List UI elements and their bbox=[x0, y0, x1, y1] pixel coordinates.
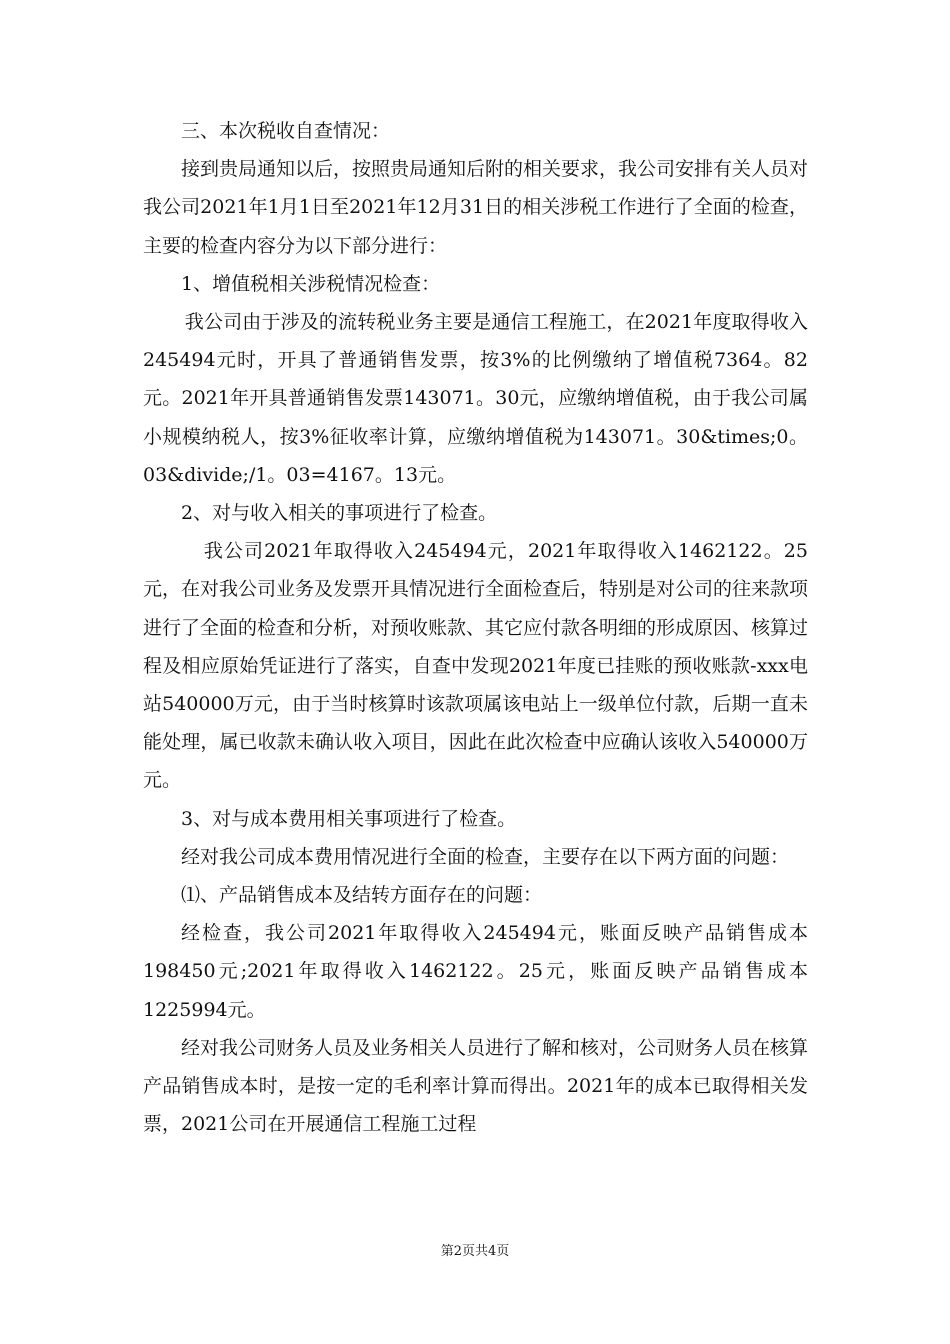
subheading-vat-check: 1、增值税相关涉税情况检查： bbox=[181, 272, 441, 295]
subheading-sales-cost-issues: ⑴、产品销售成本及结转方面存在的问题： bbox=[181, 884, 543, 907]
paragraph-finance-verification: 经对我公司财务人员及业务相关人员进行了解和核对，公司财务人员在核算产品销售成本时，是按一定的毛利率计算而得出。2021年的成本已取得相关发票，2021公司在开展通信工程施工过程 bbox=[143, 1036, 809, 1136]
paragraph-notice-response: 接到贵局通知以后，按照贵局通知后附的相关要求，我公司安排有关人员对我公司2021年1月1日至2021年12月31日的相关涉税工作进行了全面的检查，主要的检查内容分为以下部分进行： bbox=[143, 158, 809, 257]
page-footer bbox=[0, 1240, 950, 1259]
paragraph-income-details: 我公司2021年取得收入245494元，2021年取得收入1462122。25元，在对我公司业务及发票开具情况进行全面检查后，特别是对公司的往来款项进行了全面的检查和分析，对预收账款、其它应付款各明细的形成原因、核算过程及相应原始凭证进行了落实，自查中发现2021年度已挂账的预收账款-xxx电站540000万元，由于当时核算时该款项属该电站上一级单位付款，后期一直未能处理，属已收款未确认收入项目，因此在此次检查中应确认该收入540000万元。 bbox=[143, 540, 809, 792]
paragraph-cost-overview: 经对我公司成本费用情况进行全面的检查，主要存在以下两方面的问题： bbox=[181, 845, 790, 868]
document-body bbox=[143, 112, 808, 1143]
subheading-income-check: 2、对与收入相关的事项进行了检查。 bbox=[181, 502, 498, 525]
subheading-cost-check: 3、对与成本费用相关事项进行了检查。 bbox=[181, 807, 517, 830]
paragraph-vat-details: 我公司由于涉及的流转税业务主要是通信工程施工，在2021年度取得收入245494元时，开具了普通销售发票，按3%的比例缴纳了增值税7364。82元。2021年开具普通销售发票143071。30元，应缴纳增值税，由于我公司属小规模纳税人，按3%征收率计算，应缴纳增值税为143071。30&times;0。03&divide;/1。03=4167。13元。 bbox=[143, 311, 808, 486]
paragraph-sales-cost-details: 经检查，我公司2021年取得收入245494元，账面反映产品销售成本198450元;2021年取得收入1462122。25元，账面反映产品销售成本1225994元。 bbox=[143, 922, 808, 1021]
section-heading-tax-self-check: 三、本次税收自查情况： bbox=[181, 120, 391, 142]
page-number-label: 第2页共4页 bbox=[440, 1244, 510, 1259]
